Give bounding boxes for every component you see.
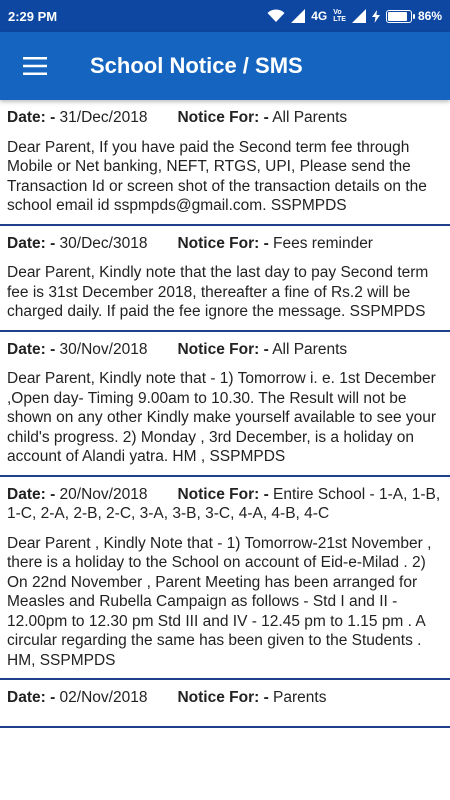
notice-message: Dear Parent , Kindly Note that - 1) Tomorrow-21st November , there is a holiday to the School on account of Eid-e-Milad . 2) On 22nd November , Parent Meeting has been arranged for Measles and Rubella Campaign as follows - Std I and II - 12.00pm to 12.30 pm Std III and IV - 12.45 pm to 1.15 pm . A circular regarding the same has been given to the Students . HM, SSPMPDS (7, 534, 432, 669)
notice-item[interactable] (0, 332, 450, 477)
signal-icon-2 (352, 9, 366, 23)
wifi-icon (267, 9, 285, 23)
battery-icon (386, 10, 412, 23)
signal-icon (291, 9, 305, 23)
date-label: Date: - (7, 109, 56, 126)
notice-message: Dear Parent, Kindly note that the last day to pay Second term fee is 31st December 2018, thereafter a fine of Rs.2 will be charged daily. If paid the fee ignore the message. SSPMPDS (7, 264, 429, 320)
date-label: Date: - (7, 689, 56, 706)
date-label: Date: - (7, 485, 56, 503)
date-value: 02/Nov/2018 (59, 689, 148, 706)
notice-message: Dear Parent, If you have paid the Second term fee through Mobile or Net banking, NEFT, RTGS, UPI, Please send the Transaction Id or screen shot of the transaction details on the school email id sspmpds@gmail.com. SSPMPDS (7, 138, 427, 214)
notice-item[interactable] (0, 477, 450, 681)
notice-for-label: Notice For: - (177, 485, 269, 503)
notice-for-value: All Parents (272, 109, 348, 126)
status-bar (0, 0, 450, 32)
charging-bolt-icon (372, 10, 380, 23)
status-icons (267, 9, 442, 23)
notice-for-label: Notice For: - (177, 340, 269, 358)
notice-item[interactable] (0, 100, 450, 226)
date-value: 20/Nov/2018 (59, 485, 148, 503)
notice-for-value: Fees reminder (273, 234, 373, 252)
date-value: 31/Dec/2018 (59, 109, 148, 126)
menu-button[interactable] (0, 32, 70, 100)
network-type: 4G (311, 9, 328, 23)
hamburger-menu-icon (23, 57, 47, 75)
notice-header (7, 340, 443, 360)
notice-for-label: Notice For: - (177, 109, 269, 126)
app-bar (0, 32, 450, 100)
battery-level (388, 12, 407, 21)
notice-for-label: Notice For: - (177, 234, 269, 252)
notice-message: Dear Parent, Kindly note that - 1) Tomorrow i. e. 1st December ,Open day- Timing 9.00am to 10.30. The Result will not be shown on any other Kindly make yourself available to see your child's progress. 2) Monday , 3rd December, is a holiday on account of Alandi yatra. HM , SSPMPDS (7, 370, 437, 465)
notice-header (7, 108, 443, 128)
notice-header (7, 234, 443, 254)
notice-for-label: Notice For: - (177, 689, 269, 706)
notice-for-value: Entire School - 1-A, 1-B, 1-C, 2-A, 2-B, 2-C, 3-A, 3-B, 3-C, 4-A, 4-B, 4-C (7, 485, 441, 522)
notice-for-value: All Parents (272, 340, 348, 358)
notice-item[interactable] (0, 226, 450, 332)
status-time: 2:29 PM (8, 8, 58, 24)
notice-for-value: Parents (273, 689, 327, 706)
notice-header (7, 485, 443, 524)
volte-indicator: Vo LTE (333, 9, 346, 23)
date-value: 30/Nov/2018 (59, 340, 148, 358)
notice-list[interactable] (0, 100, 450, 800)
notice-item[interactable] (0, 680, 450, 728)
notice-header (7, 688, 443, 708)
date-value: 30/Dec/3018 (59, 234, 148, 252)
date-label: Date: - (7, 340, 56, 358)
date-label: Date: - (7, 234, 56, 252)
battery-percent: 86% (417, 9, 442, 23)
page-title: School Notice / SMS (90, 53, 303, 78)
